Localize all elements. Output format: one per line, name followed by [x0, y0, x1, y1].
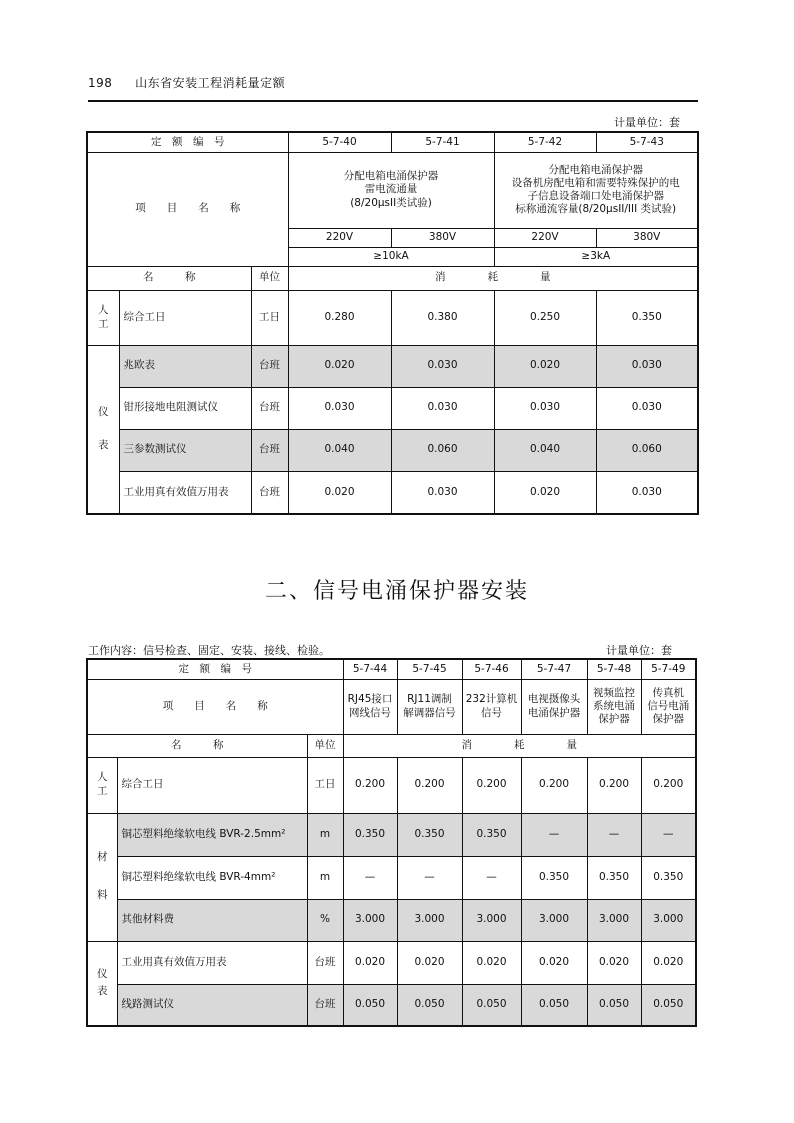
code-cell: 5-7-45	[397, 659, 462, 679]
value-cell: 0.350	[521, 856, 587, 899]
group-b-line: 子信息设备端口处电涌保护器	[527, 190, 665, 202]
value-cell: 0.020	[288, 471, 391, 514]
row-name: 工业用真有效值万用表	[117, 941, 307, 984]
value-cell: 0.350	[596, 290, 698, 345]
voltage-cell: 220V	[494, 228, 596, 247]
value-cell: 0.030	[596, 387, 698, 429]
value-cell: 0.280	[288, 290, 391, 345]
code-cell: 5-7-48	[587, 659, 641, 679]
row-name: 三参数测试仪	[119, 429, 251, 471]
header-rule	[88, 100, 698, 102]
page-header	[88, 74, 285, 91]
table1-unit-label: 计量单位：套	[614, 116, 680, 129]
value-cell: 0.040	[288, 429, 391, 471]
group-a-line: 雷电流通量	[364, 183, 418, 196]
value-cell: 0.020	[288, 345, 391, 387]
item-cell: RJ45接口 网线信号	[343, 679, 397, 734]
table2-unit-label: 计量单位：套	[606, 644, 672, 657]
item-name-label: 项 目 名 称	[87, 679, 343, 734]
row-unit: 台班	[251, 429, 288, 471]
capacity-a: ≥10kA	[288, 247, 494, 266]
row-unit: 台班	[251, 345, 288, 387]
item-cell: 传真机 信号电涌 保护器	[641, 679, 696, 734]
item-cell: RJ11调制 解调器信号	[397, 679, 462, 734]
value-cell: 0.200	[343, 757, 397, 813]
instrument-category: 仪表	[87, 941, 117, 1026]
value-cell: 0.030	[596, 345, 698, 387]
row-unit: m	[307, 856, 343, 899]
value-cell: 0.030	[596, 471, 698, 514]
value-cell: 0.350	[462, 813, 521, 856]
row-unit: m	[307, 813, 343, 856]
group-b-line: 设备机房配电箱和需要特殊保护的电	[511, 176, 680, 189]
labor-category: 人工	[87, 757, 117, 813]
value-cell: 0.020	[494, 345, 596, 387]
value-cell: 0.200	[521, 757, 587, 813]
value-cell: 0.020	[462, 941, 521, 984]
page-number: 198	[88, 76, 113, 90]
instrument-category: 仪表	[87, 345, 119, 514]
quota-no-label: 定 额 编 号	[87, 132, 288, 152]
value-cell: 0.200	[462, 757, 521, 813]
value-cell: 3.000	[343, 899, 397, 941]
value-cell: 0.060	[391, 429, 494, 471]
row-unit: %	[307, 899, 343, 941]
row-name: 线路测试仪	[117, 984, 307, 1026]
value-cell: —	[587, 813, 641, 856]
value-cell: 0.060	[596, 429, 698, 471]
value-cell: 0.350	[641, 856, 696, 899]
name-column-header: 名 称	[87, 266, 251, 290]
value-cell: 0.030	[391, 471, 494, 514]
value-cell: 0.050	[343, 984, 397, 1026]
row-unit: 工日	[307, 757, 343, 813]
value-cell: 3.000	[397, 899, 462, 941]
unit-column-header: 单位	[307, 734, 343, 757]
row-name: 铜芯塑料绝缘软电线 BVR-4mm²	[117, 856, 307, 899]
value-cell: 0.020	[587, 941, 641, 984]
code-cell: 5-7-42	[494, 132, 596, 152]
unit-column-header: 单位	[251, 266, 288, 290]
value-cell: —	[343, 856, 397, 899]
group-b-line: 标称通流容量(8/20μsII/III 类试验)	[515, 203, 677, 216]
value-cell: 0.050	[641, 984, 696, 1026]
row-name: 综合工日	[117, 757, 307, 813]
voltage-cell: 220V	[288, 228, 391, 247]
value-cell: 3.000	[521, 899, 587, 941]
voltage-cell: 380V	[596, 228, 698, 247]
row-name: 兆欧表	[119, 345, 251, 387]
value-cell: —	[641, 813, 696, 856]
consumption-header: 消 耗 量	[343, 734, 696, 757]
value-cell: 0.050	[462, 984, 521, 1026]
value-cell: —	[397, 856, 462, 899]
voltage-cell: 380V	[391, 228, 494, 247]
group-a-title	[288, 152, 494, 228]
table2	[86, 658, 697, 1027]
value-cell: 0.200	[397, 757, 462, 813]
row-name: 铜芯塑料绝缘软电线 BVR-2.5mm²	[117, 813, 307, 856]
group-b-title	[494, 152, 698, 228]
value-cell: 0.030	[391, 345, 494, 387]
value-cell: 0.020	[521, 941, 587, 984]
row-name: 综合工日	[119, 290, 251, 345]
group-b-line: 分配电箱电涌保护器	[548, 163, 644, 176]
name-column-header: 名 称	[87, 734, 307, 757]
item-cell: 视频监控 系统电涌 保护器	[587, 679, 641, 734]
value-cell: 0.050	[521, 984, 587, 1026]
code-cell: 5-7-47	[521, 659, 587, 679]
group-a-line: 分配电箱电涌保护器	[343, 170, 439, 183]
value-cell: 0.350	[397, 813, 462, 856]
value-cell: 3.000	[587, 899, 641, 941]
value-cell: 0.030	[391, 387, 494, 429]
value-cell: 0.020	[343, 941, 397, 984]
code-cell: 5-7-40	[288, 132, 391, 152]
code-cell: 5-7-46	[462, 659, 521, 679]
row-name: 钳形接地电阻测试仪	[119, 387, 251, 429]
material-category: 材料	[87, 813, 117, 941]
value-cell: —	[462, 856, 521, 899]
quota-no-label: 定 额 编 号	[87, 659, 343, 679]
capacity-b: ≥3kA	[494, 247, 698, 266]
book-title: 山东省安装工程消耗量定额	[135, 76, 286, 90]
value-cell: 0.200	[587, 757, 641, 813]
code-cell: 5-7-43	[596, 132, 698, 152]
row-name: 工业用真有效值万用表	[119, 471, 251, 514]
value-cell: 0.030	[288, 387, 391, 429]
value-cell: 0.050	[587, 984, 641, 1026]
row-unit: 台班	[251, 387, 288, 429]
table1	[86, 131, 699, 515]
value-cell: 0.020	[641, 941, 696, 984]
value-cell: 0.250	[494, 290, 596, 345]
value-cell: 0.350	[343, 813, 397, 856]
value-cell: 0.040	[494, 429, 596, 471]
row-unit: 工日	[251, 290, 288, 345]
row-unit: 台班	[307, 941, 343, 984]
value-cell: 0.020	[494, 471, 596, 514]
item-cell: 电视摄像头 电涌保护器	[521, 679, 587, 734]
value-cell: —	[521, 813, 587, 856]
value-cell: 3.000	[641, 899, 696, 941]
row-unit: 台班	[251, 471, 288, 514]
row-unit: 台班	[307, 984, 343, 1026]
work-content: 工作内容：信号检查、固定、安装、接线、检验。	[88, 644, 330, 657]
value-cell: 3.000	[462, 899, 521, 941]
value-cell: 0.020	[397, 941, 462, 984]
value-cell: 0.200	[641, 757, 696, 813]
labor-category: 人工	[87, 290, 119, 345]
code-cell: 5-7-49	[641, 659, 696, 679]
value-cell: 0.030	[494, 387, 596, 429]
value-cell: 0.050	[397, 984, 462, 1026]
group-a-line: (8/20μsII类试验)	[350, 196, 432, 209]
code-cell: 5-7-44	[343, 659, 397, 679]
value-cell: 0.350	[587, 856, 641, 899]
consumption-header: 消 耗 量	[288, 266, 698, 290]
item-cell: 232计算机 信号	[462, 679, 521, 734]
item-name-label: 项 目 名 称	[87, 152, 288, 266]
code-cell: 5-7-41	[391, 132, 494, 152]
row-name: 其他材料费	[117, 899, 307, 941]
section-title: 二、信号电涌保护器安装	[264, 579, 529, 604]
value-cell: 0.380	[391, 290, 494, 345]
